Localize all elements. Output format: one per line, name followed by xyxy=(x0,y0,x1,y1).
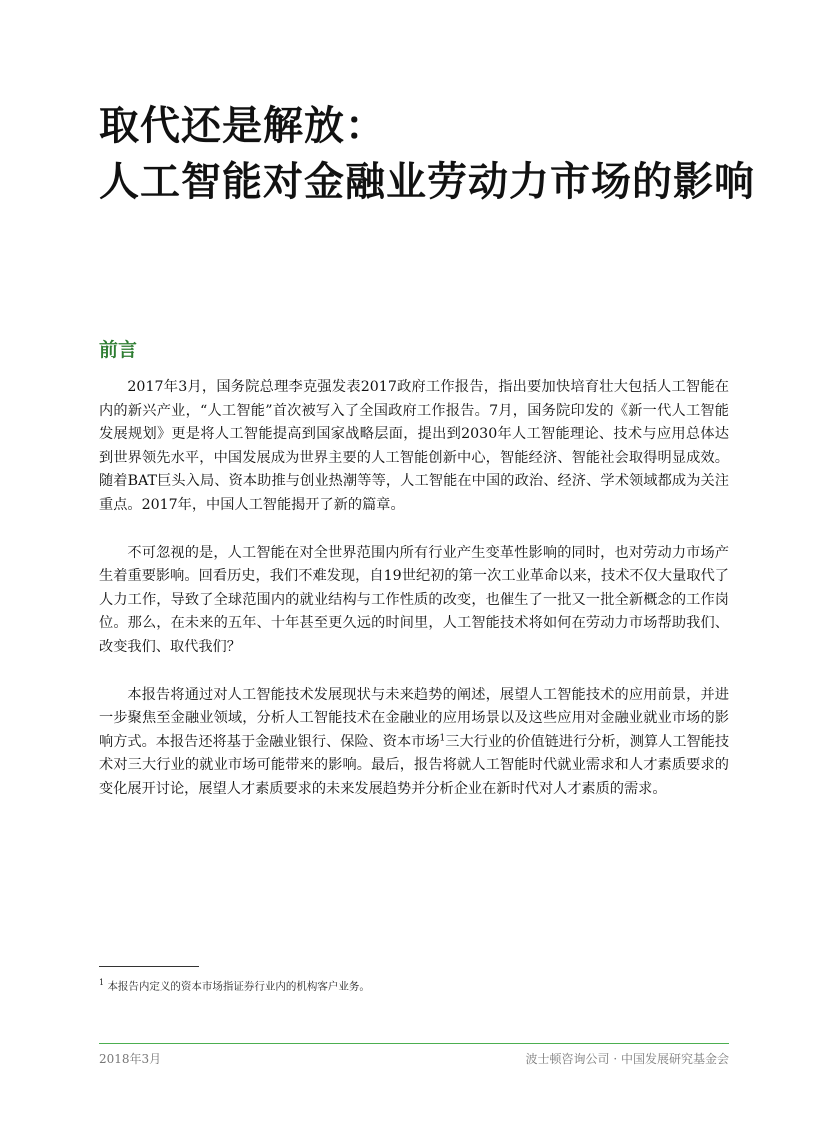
title-line-1: 取代还是解放： xyxy=(99,103,386,149)
body-text xyxy=(99,376,729,826)
section-heading-preface: 前言 xyxy=(99,339,138,361)
document-title xyxy=(99,98,759,210)
footer-date: 2018年3月 xyxy=(99,1052,162,1066)
footnote-divider xyxy=(99,966,199,967)
paragraph-3 xyxy=(99,684,729,802)
title-line-2: 人工智能对金融业劳动力市场的影响 xyxy=(99,159,755,205)
paragraph-3-part-2: 三大行业的价值链进行分析，测算人工智能技术对三大行业的就业市场可能带来的影响。最后，报告将就人工智能时代就业需求和人才素质要求的变化展开讨论，展望人才素质要求的未来发展趋势并分析企业在新时代对人才素质的需求。 xyxy=(99,733,730,797)
footnote xyxy=(99,978,370,994)
paragraph-2: 不可忽视的是，人工智能在对全世界范围内所有行业产生变革性影响的同时，也对劳动力市场产生着重要影响。回看历史，我们不难发现，自19世纪初的第一次工业革命以来，技术不仅大量取代了人力工作，导致了全球范围内的就业结构与工作性质的改变，也催生了一批又一批全新概念的工作岗位。那么，在未来的五年、十年甚至更久远的时间里，人工智能技术将如何在劳动力市场帮助我们、改变我们、取代我们？ xyxy=(99,544,729,655)
footnote-mark: 1 xyxy=(99,978,105,987)
footer-divider xyxy=(99,1043,729,1044)
paragraph-3-part-1: 本报告将通过对人工智能技术发展现状与未来趋势的阐述，展望人工智能技术的应用前景，并进一步聚焦至金融业领域，分析人工智能技术在金融业的应用场景以及这些应用对金融业就业市场的影响方式。本报告还将基于金融业银行、保险、资本市场 xyxy=(99,686,729,750)
footer-publishers: 波士顿咨询公司 · 中国发展研究基金会 xyxy=(525,1052,729,1066)
footnote-reference[interactable]: 1 xyxy=(439,732,446,743)
footnote-text: 本报告内定义的资本市场指证券行业内的机构客户业务。 xyxy=(107,980,370,993)
paragraph-1: 2017年3月，国务院总理李克强发表2017政府工作报告，指出要加快培育壮大包括人工智能在内的新兴产业，“人工智能”首次被写入了全国政府工作报告。7月，国务院印发的《新一代人工智能发展规划》更是将人工智能提高到国家战略层面，提出到2030年人工智能理论、技术与应用总体达到世界领先水平，中国发展成为世界主要的人工智能创新中心，智能经济、智能社会取得明显成效。随着BAT巨头入局、资本助推与创业热潮等等，人工智能在中国的政治、经济、学术领域都成为关注重点。2017年，中国人工智能揭开了新的篇章。 xyxy=(99,379,729,513)
